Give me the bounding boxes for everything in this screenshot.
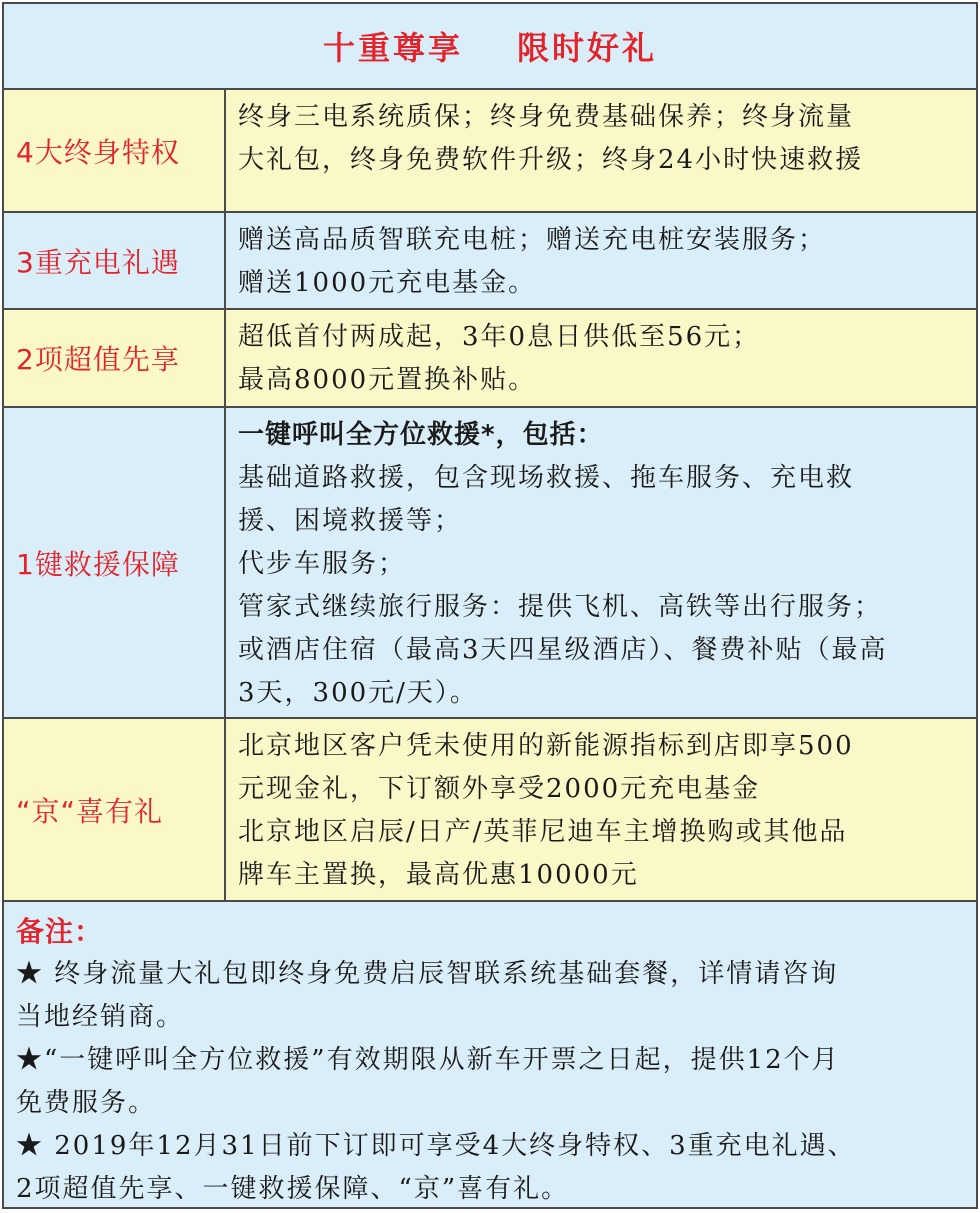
note-line: 2项超值先享、一键救援保障、“京”喜有礼。	[16, 1174, 570, 1204]
benefit-label: 2项超值先享	[4, 310, 226, 406]
content-line: 北京地区启辰/日产/英菲尼迪车主增换购或其他品	[238, 817, 848, 847]
content-line: 赠送1000元充电基金。	[238, 268, 537, 298]
benefit-label: 4大终身特权	[4, 90, 226, 211]
content-line: 最高8000元置换补贴。	[238, 365, 537, 395]
page-title	[4, 4, 976, 90]
content-line: 基础道路救援，包含现场救援、拖车服务、充电救	[238, 463, 855, 493]
notes-section	[4, 902, 976, 1209]
content-line: 管家式继续旅行服务：提供飞机、高铁等出行服务；	[238, 592, 883, 622]
content-line: 或酒店住宿（最高3天四星级酒店）、餐费补贴（最高	[238, 635, 888, 665]
benefit-label: 3重充电礼遇	[4, 213, 226, 308]
content-line: 援、困境救援等；	[238, 506, 463, 536]
benefit-content	[226, 213, 976, 308]
notes-title: 备注：	[16, 915, 104, 948]
benefit-label: “京“喜有礼	[4, 719, 226, 900]
benefit-content	[226, 90, 976, 211]
content-line: 3天，300元/天）。	[238, 678, 478, 708]
content-line: 代步车服务；	[238, 549, 407, 579]
content-line: 超低首付两成起，3年0息日供低至56元；	[238, 322, 761, 352]
benefit-content	[226, 408, 976, 717]
content-heading: 一键呼叫全方位救援*，包括：	[238, 420, 604, 450]
note-line: ★ 终身流量大礼包即终身免费启辰智联系统基础套餐，详情请咨询	[16, 959, 839, 989]
note-line: ★ 2019年12月31日前下订即可享受4大终身特权、3重充电礼遇、	[16, 1131, 856, 1161]
benefit-label: 1键救援保障	[4, 408, 226, 717]
content-line: 赠送高品质智联充电桩；赠送充电桩安装服务；	[238, 225, 827, 255]
benefit-content	[226, 719, 976, 900]
benefit-row-beijing-gift	[4, 719, 976, 902]
content-line: 元现金礼，下订额外享受2000元充电基金	[238, 774, 761, 804]
content-line: 北京地区客户凭未使用的新能源指标到店即享500	[238, 731, 854, 761]
content-line: 牌车主置换，最高优惠10000元	[238, 860, 639, 890]
content-line: 终身三电系统质保；终身免费基础保养；终身流量	[238, 102, 855, 132]
title-part-2: 限时好礼	[517, 29, 658, 67]
benefit-row-value-offers	[4, 310, 976, 408]
benefit-content	[226, 310, 976, 406]
benefit-row-lifetime-privileges	[4, 90, 976, 213]
note-line: 免费服务。	[16, 1088, 157, 1118]
title-part-1: 十重尊享	[322, 29, 463, 67]
promo-table	[2, 2, 978, 1209]
content-line: 大礼包，终身免费软件升级；终身24小时快速救援	[238, 145, 864, 175]
benefit-row-rescue-guarantee	[4, 408, 976, 719]
note-line: ★“一键呼叫全方位救援”有效期限从新车开票之日起，提供12个月	[16, 1045, 840, 1075]
note-line: 当地经销商。	[16, 1002, 185, 1032]
benefit-row-charging-gifts	[4, 213, 976, 310]
